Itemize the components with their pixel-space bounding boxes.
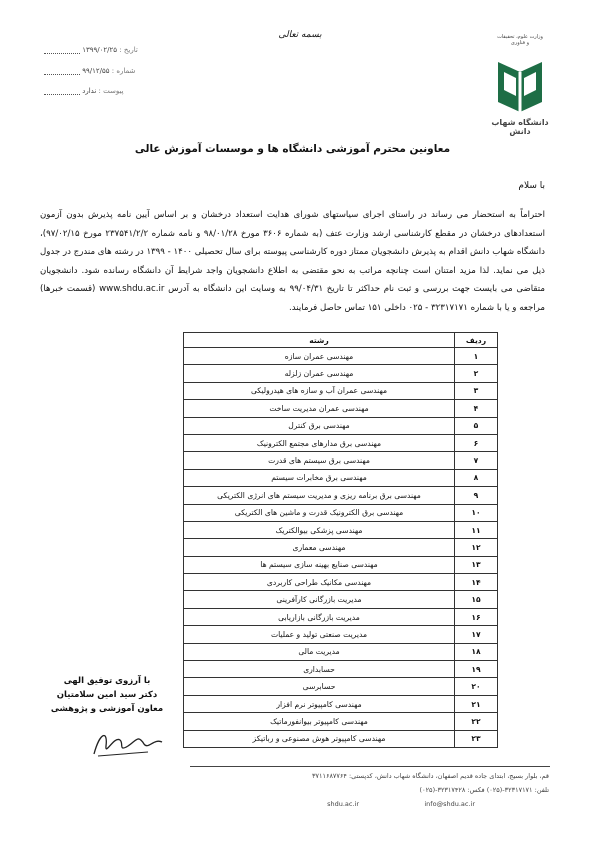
row-number: ۱۱ [455,521,498,538]
field-name: مهندسی برق کنترل [184,417,455,434]
attachment-label: پیوست : [98,87,124,95]
column-header-row-number: ردیف [455,333,498,348]
row-number: ۱۸ [455,643,498,660]
field-name: مهندسی عمران مدیریت ساخت [184,400,455,417]
row-number: ۱ [455,348,498,365]
footer-phone: تلفن: ۳۲۳۱۷۱۷۱-(۰۲۵) فکس: ۳۲۳۱۷۴۲۸-(۰۲۵) [419,786,549,794]
field-name: مهندسی کامپیوتر نرم افزار [184,695,455,712]
attachment-dots [44,94,80,95]
table-row [184,591,498,608]
row-number: ۱۷ [455,626,498,643]
field-name: حسابداری [184,661,455,678]
row-number: ۱۶ [455,608,498,625]
row-number: ۲۰ [455,678,498,695]
table-row [184,608,498,625]
table-row [184,452,498,469]
table-row [184,574,498,591]
table-row [184,365,498,382]
row-number: ۱۲ [455,539,498,556]
field-name: مهندسی عمران زلزله [184,365,455,382]
table-row [184,678,498,695]
greeting: با سلام [518,181,545,191]
row-number: ۱۵ [455,591,498,608]
field-name: مهندسی عمران سازه [184,348,455,365]
footer-website[interactable]: shdu.ac.ir [327,800,359,808]
field-name: مدیریت مالی [184,643,455,660]
row-number: ۱۰ [455,504,498,521]
table-row [184,400,498,417]
table-row [184,626,498,643]
table-row [184,695,498,712]
footer-email[interactable]: info@shdu.ac.ir [424,800,475,808]
row-number: ۱۴ [455,574,498,591]
field-name: مدیریت بازرگانی بازاریابی [184,608,455,625]
row-number: ۳ [455,382,498,399]
basmala: بسمه تعالی [278,30,322,40]
field-name: مهندسی عمران آب و سازه های هیدرولیکی [184,382,455,399]
row-number: ۲ [455,365,498,382]
field-name: مدیریت صنعتی تولید و عملیات [184,626,455,643]
signature-closing: با آرزوی توفیق الهی [63,676,151,686]
logo-ministry-text: وزارت علوم، تحقیقات و فناوری [497,34,543,46]
logo-university-name: دانشگاه شهاب دانش [491,118,549,136]
table-row [184,417,498,434]
field-name: مهندسی پزشکی بیوالکتریک [184,521,455,538]
field-name: مهندسی برق برنامه ریزی و مدیریت سیستم های انرژی الکتریکی [184,487,455,504]
table-row [184,382,498,399]
footer-address: قم، بلوار بسیج، ابتدای جاده قدیم اصفهان، دانشگاه شهاب دانش، کدپستی: ۳۷۱۱۶۸۷۷۶۴ [311,772,549,780]
field-name: مهندسی کامپیوتر هوش مصنوعی و رباتیکز [184,730,455,747]
table-row [184,348,498,365]
table-row [184,504,498,521]
row-number: ۲۳ [455,730,498,747]
number-dots [44,74,80,75]
date-line [44,46,138,54]
university-logo [480,28,560,136]
field-name: حسابرسی [184,678,455,695]
field-name: مهندسی برق الکترونیک قدرت و ماشین های الکتریکی [184,504,455,521]
field-name: مهندسی کامپیوتر بیوانفورماتیک [184,713,455,730]
row-number: ۲۱ [455,695,498,712]
letter-body: احتراماً به استحضار می رساند در راستای اجرای سیاستهای شورای هدایت استعداد درخشان و بر اساس آیین نامه پذیرش بدون آزمون استعدادهای درخشان در مقطع کارشناسی ارشد وزارت عتف (به شماره ۳۶۰۶ مورخ ۹۸/۰۱/۲۸ و نامه شماره ۲۳۷۵۴۱/۲/۲ مورخ ۹۷/۰۲/۱۵)، دانشگاه شهاب دانش اقدام به پذیرش دانشجویان ممتاز دوره کارشناسی پیوسته برای سال تحصیلی ۱۴۰۰ - ۱۳۹۹ در رشته های مندرج در جدول ذیل می نماید. لذا مزید امتنان است چنانچه مراتب به نحو مقتضی به اطلاع دانشجویان واجد شرایط آن دانشگاه رسانده شود. دانشجویان متقاضی می بایست جهت بررسی و ثبت نام حداکثر تا تاریخ ۹۹/۰۴/۳۱ به وسایت این دانشگاه به آدرس www.shdu.ac.ir (قسمت خبرها) مراجعه و یا با شماره ۳۲۳۱۷۱۷۱ - ۰۲۵ داخلی ۱۵۱ تماس حاصل فرمایند. [40,210,545,313]
date-label: تاریخ : [119,46,138,54]
number-label: شماره : [111,67,136,75]
table-row [184,661,498,678]
table-row [184,730,498,747]
table-row [184,556,498,573]
table-row [184,539,498,556]
row-number: ۲۲ [455,713,498,730]
table-row [184,469,498,486]
field-name: مهندسی برق سیستم های قدرت [184,452,455,469]
signatory-name: دکتر سید امین سلامتیان [56,690,158,700]
row-number: ۴ [455,400,498,417]
table-row [184,487,498,504]
date-value: ۱۳۹۹/۰۲/۲۵ [82,46,118,54]
field-name: مهندسی صنایع بهینه سازی سیستم ها [184,556,455,573]
field-name: مدیریت بازرگانی کارآفرینی [184,591,455,608]
table-row [184,434,498,451]
column-header-field: رشته [184,333,455,348]
attachment-value: ندارد [82,87,97,95]
number-value: ۹۹/۱۲/۵۵ [82,67,110,75]
letter-recipient-title: معاونین محترم آموزشی دانشگاه ها و موسسات آموزش عالی [134,143,451,155]
row-number: ۸ [455,469,498,486]
row-number: ۶ [455,434,498,451]
table-header-row [184,333,498,348]
number-line [44,67,135,75]
date-dots [44,53,80,54]
field-name: مهندسی برق مخابرات سیستم [184,469,455,486]
row-number: ۵ [455,417,498,434]
row-number: ۹ [455,487,498,504]
row-number: ۱۹ [455,661,498,678]
handwritten-signature [88,726,168,762]
field-name: مهندسی برق مدارهای مجتمع الکترونیک [184,434,455,451]
field-name: مهندسی معماری [184,539,455,556]
table-row [184,521,498,538]
footer-divider [190,766,550,767]
row-number: ۱۳ [455,556,498,573]
field-name: مهندسی مکانیک طراحی کاربردی [184,574,455,591]
fields-table [183,332,498,748]
signatory-position: معاون آموزشی و پژوهشی [50,704,164,714]
table-row [184,713,498,730]
attachment-line [44,87,124,95]
book-emblem-icon [494,52,546,114]
table-row [184,643,498,660]
signature-block [47,674,167,716]
row-number: ۷ [455,452,498,469]
